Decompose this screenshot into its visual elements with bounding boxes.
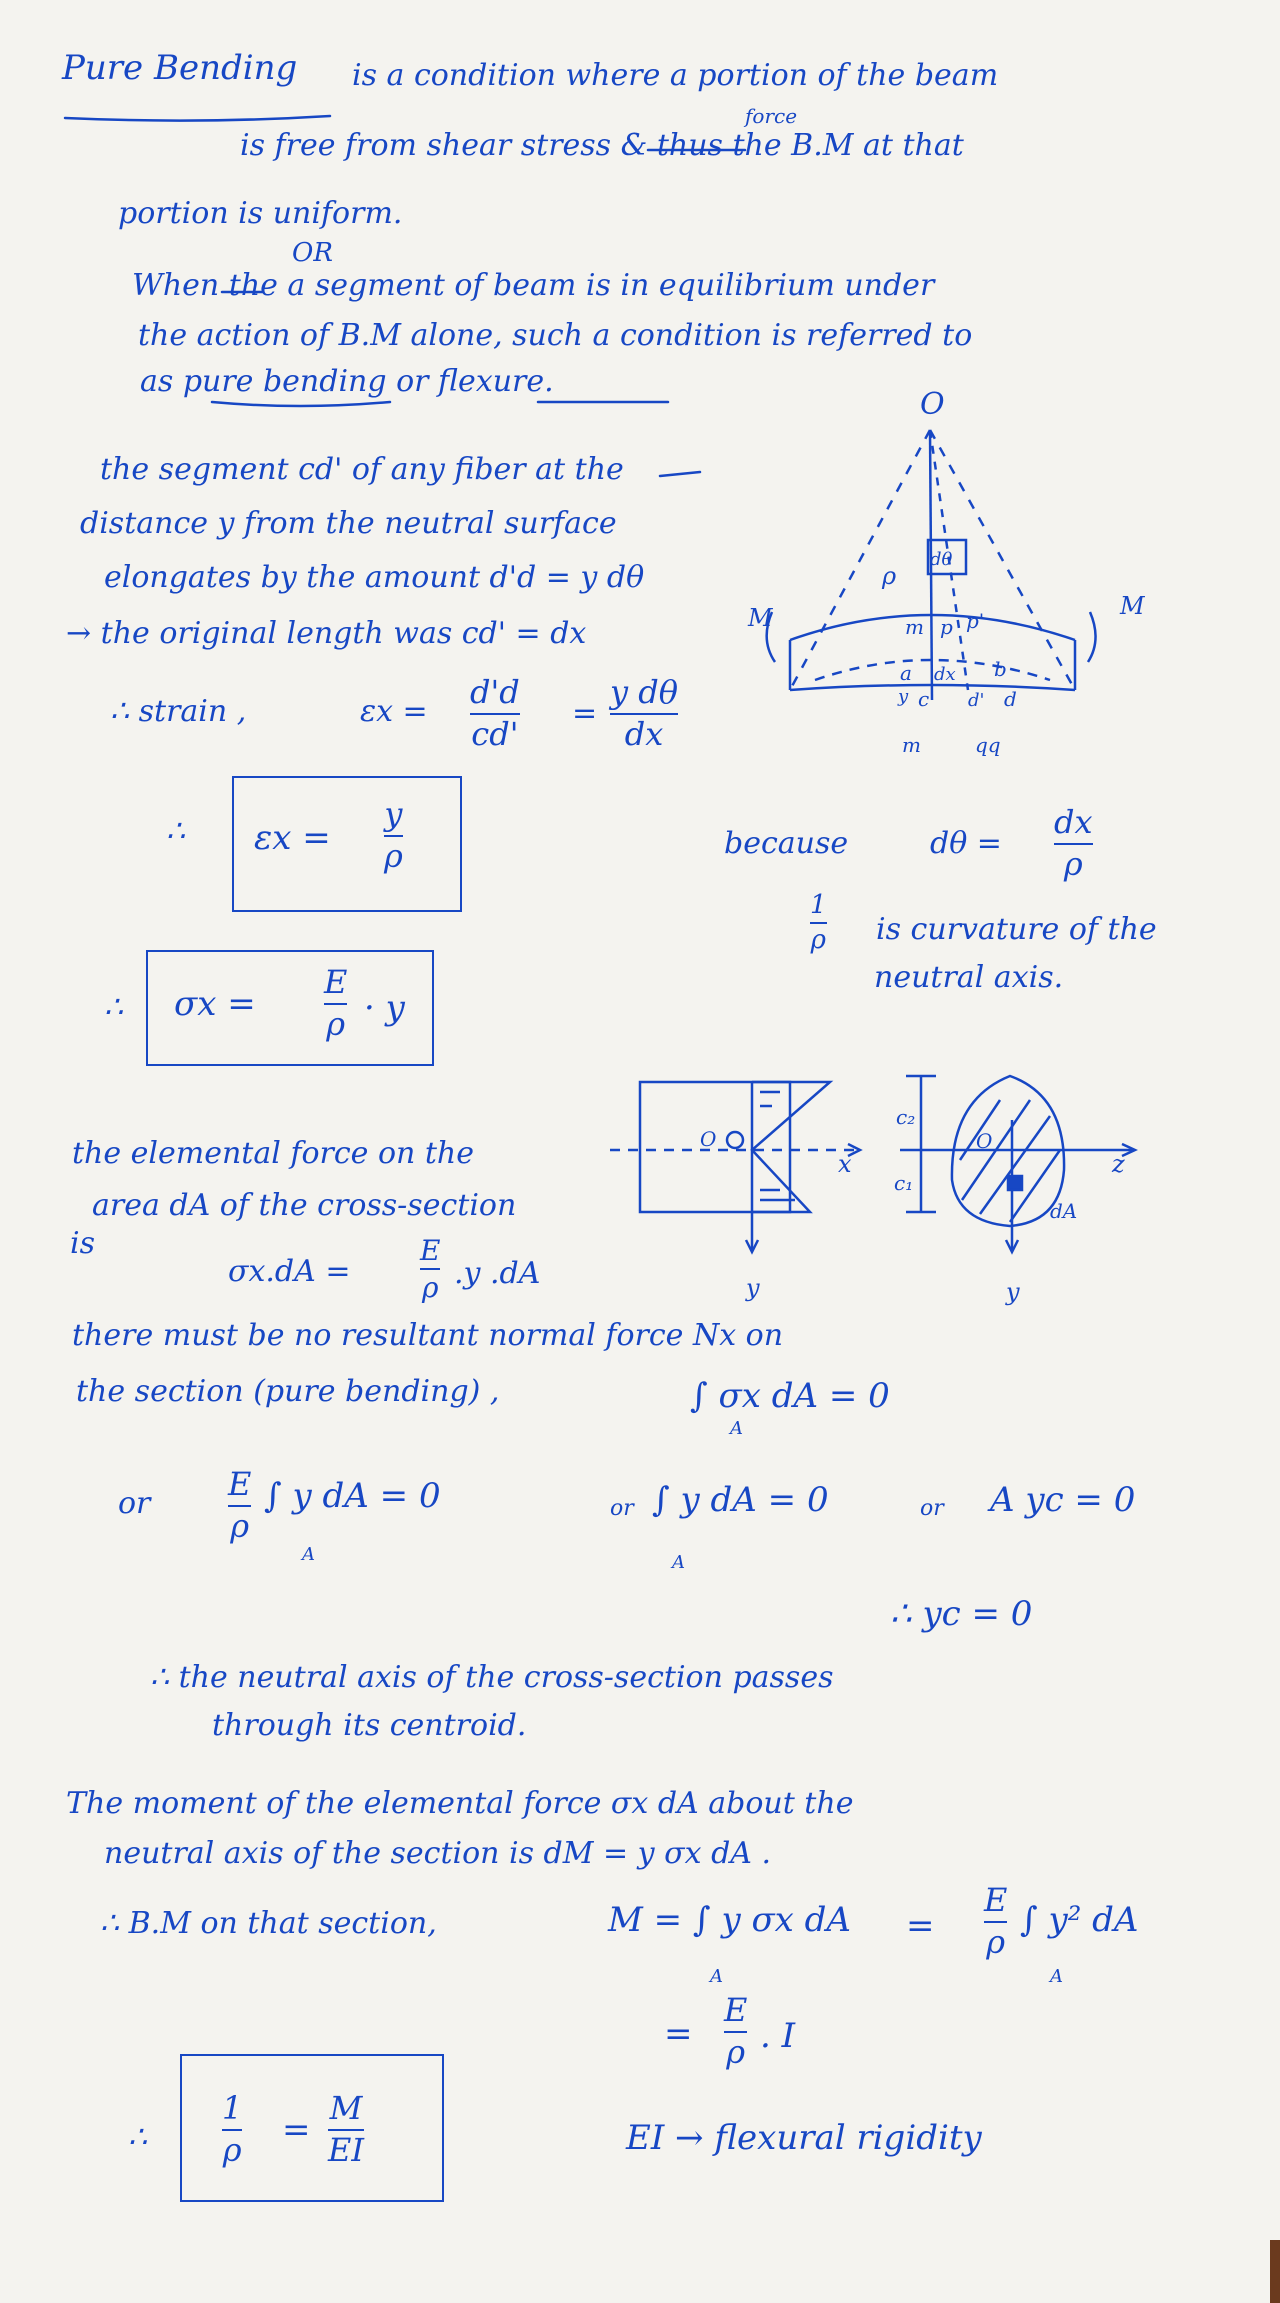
box2-rhs: · y xyxy=(364,988,405,1028)
ors-num: E xyxy=(228,1465,252,1503)
strain-line4: → the original length was cd' = dx xyxy=(66,616,587,651)
elemental-eq-rhs: .y .dA xyxy=(454,1256,541,1291)
bm-eq2: = xyxy=(906,1906,935,1946)
strain-frac1-den: cd' xyxy=(471,714,519,753)
intro-line5: the action of B.M alone, such a condition is referred to xyxy=(138,318,973,353)
intro-line2: is free from shear stress & thus the B.M at that xyxy=(240,128,964,163)
strain-eq: = xyxy=(572,696,598,731)
ei-rhs: . I xyxy=(760,2016,796,2056)
because-word: because xyxy=(724,826,849,861)
cross-section-figure xyxy=(900,1076,1135,1252)
intro-line3: portion is uniform. xyxy=(118,196,403,231)
bm-num: E xyxy=(984,1881,1008,1919)
strain-label: ∴ strain , xyxy=(110,694,247,729)
box1-num: y xyxy=(384,795,403,833)
ors-ayc: A yc = 0 xyxy=(990,1480,1136,1520)
ei-num: E xyxy=(724,1991,748,2029)
fig3-dA: dA xyxy=(1050,1199,1078,1223)
box3-den2: EI xyxy=(328,2130,364,2169)
fig3-dA-element xyxy=(1008,1176,1022,1190)
force-correction: force xyxy=(745,104,798,128)
fig1-labels xyxy=(747,387,1146,757)
box1-lhs: εx = xyxy=(254,818,331,858)
fig2-y: y xyxy=(746,1274,760,1302)
strain-lhs: εx = xyxy=(360,694,428,729)
box3-den1: ρ xyxy=(222,2130,242,2169)
bm-eq: M = ∫ y σx dA xyxy=(608,1900,851,1940)
normal-line1: there must be no resultant normal force Nx on xyxy=(72,1318,784,1353)
fig1-dtheta: dθ xyxy=(930,549,953,570)
strain-line3: elongates by the amount d'd = y dθ xyxy=(104,560,645,595)
normal-sub-a: A xyxy=(730,1418,743,1439)
bm-int: ∫ y² dA xyxy=(1020,1900,1139,1940)
elemental-eq-lhs: σx.dA = xyxy=(228,1254,351,1289)
elemental-line1: the elemental force on the xyxy=(72,1136,475,1171)
bm-label: ∴ B.M on that section, xyxy=(100,1906,437,1941)
ors-int1: ∫ y dA = 0 xyxy=(264,1476,441,1516)
ors-den: ρ xyxy=(230,1506,250,1545)
box2-lhs: σx = xyxy=(174,984,256,1024)
fig1-y: y xyxy=(898,686,909,707)
yc-result: ∴ yc = 0 xyxy=(890,1594,1033,1634)
box1-den: ρ xyxy=(384,836,403,875)
box3-num1: 1 xyxy=(222,2089,243,2127)
strain-frac1-num: d'd xyxy=(470,673,520,711)
ors-int2: ∫ y dA = 0 xyxy=(652,1480,829,1520)
ors-sub-a1: A xyxy=(302,1544,315,1565)
fig1-M-right: M xyxy=(1120,592,1145,620)
fig1-a: a xyxy=(900,661,912,685)
because-num: dx xyxy=(1054,803,1093,841)
curvature-num: 1 xyxy=(810,890,827,920)
elemental-den: ρ xyxy=(421,1271,439,1305)
box1-prefix: ∴ xyxy=(166,814,186,849)
box3-num2: M xyxy=(329,2089,363,2127)
box2-prefix: ∴ xyxy=(104,990,124,1025)
fig1-dprime: d' xyxy=(968,690,985,711)
page-edge xyxy=(1270,2240,1280,2303)
curvature-text2: neutral axis. xyxy=(874,960,1064,995)
box3-prefix: ∴ xyxy=(128,2120,148,2155)
or1: or xyxy=(118,1486,151,1521)
or2: or xyxy=(610,1496,634,1521)
fiber-strike xyxy=(660,472,700,476)
bm-den: ρ xyxy=(986,1922,1006,1961)
fig1-left-radius xyxy=(790,430,930,690)
box3-eq: = xyxy=(282,2110,311,2150)
curvature-den: ρ xyxy=(810,925,826,956)
ei-eq: = xyxy=(664,2014,693,2054)
because-den: ρ xyxy=(1063,844,1083,883)
stress-distribution-figure xyxy=(610,1082,860,1252)
fig1-dx: dx xyxy=(934,664,956,685)
bm-sub-a2: A xyxy=(1050,1966,1063,1987)
elemental-num: E xyxy=(420,1234,441,1267)
elemental-line3: is xyxy=(70,1226,95,1261)
fig1-m: m xyxy=(905,615,924,639)
fig1-b: b xyxy=(994,657,1007,681)
or-text: OR xyxy=(292,238,333,268)
fig2-labels xyxy=(700,1127,852,1302)
normal-integral: ∫ σx dA = 0 xyxy=(690,1376,890,1416)
fig1-O: O xyxy=(920,387,945,422)
title-pure-bending: Pure Bending xyxy=(62,48,298,88)
strain-frac2-num: y dθ xyxy=(610,673,678,711)
fig1-right-moment-arrow xyxy=(1088,612,1096,662)
strain-line2: distance y from the neutral surface xyxy=(80,506,617,541)
neutral-line2: through its centroid. xyxy=(212,1708,527,1743)
box2-num: E xyxy=(324,963,348,1001)
curvature-text: is curvature of the xyxy=(876,912,1157,947)
moment-line2: neutral axis of the section is dM = y σx dA . xyxy=(104,1836,772,1871)
bm-sub-a1: A xyxy=(710,1966,723,1987)
fig1-p: p xyxy=(940,615,953,639)
intro-line4: When the a segment of beam is in equilibrium under xyxy=(132,268,935,303)
fig3-labels xyxy=(894,1105,1125,1306)
moment-line1: The moment of the elemental force σx dA about the xyxy=(66,1786,854,1821)
fig3-c1: c₁ xyxy=(894,1171,914,1195)
because-lhs: dθ = xyxy=(930,826,1002,861)
fig3-O: O xyxy=(976,1129,993,1153)
intro-line6: as pure bending or flexure. xyxy=(140,364,554,399)
fig1-qq: qq xyxy=(975,733,1001,757)
or3: or xyxy=(920,1496,944,1521)
strain-line1: the segment cd' of any fiber at the xyxy=(100,452,624,487)
fig1-m-bottom: m xyxy=(902,733,921,757)
fig3-z: z xyxy=(1112,1150,1125,1178)
fig2-x: x xyxy=(838,1150,852,1178)
flexural-rigidity: EI → flexural rigidity xyxy=(626,2118,982,2158)
elemental-line2: area dA of the cross-section xyxy=(92,1188,517,1223)
fig1-d: d xyxy=(1004,687,1017,711)
fig2-O: O xyxy=(700,1127,717,1151)
intro-line1: is a condition where a portion of the beam xyxy=(352,58,999,93)
ei-den: ρ xyxy=(726,2032,746,2071)
fig1-c: c xyxy=(918,687,930,711)
neutral-line1: ∴ the neutral axis of the cross-section passes xyxy=(150,1660,834,1695)
fig1-rho: ρ xyxy=(882,562,897,590)
title-underline xyxy=(65,116,330,121)
fig2-origin xyxy=(727,1132,743,1148)
fig3-y: y xyxy=(1006,1278,1020,1306)
pure-bending-underline xyxy=(212,402,390,406)
normal-line2: the section (pure bending) , xyxy=(76,1374,500,1409)
strain-frac2-den: dx xyxy=(624,714,664,753)
fig3-hatch xyxy=(960,1100,1060,1222)
fig1-pprime: p' xyxy=(966,609,985,633)
fig3-c2: c₂ xyxy=(896,1105,916,1129)
ors-sub-a2: A xyxy=(672,1552,685,1573)
fig1-M-left: M xyxy=(748,604,773,632)
box2-den: ρ xyxy=(326,1004,346,1043)
